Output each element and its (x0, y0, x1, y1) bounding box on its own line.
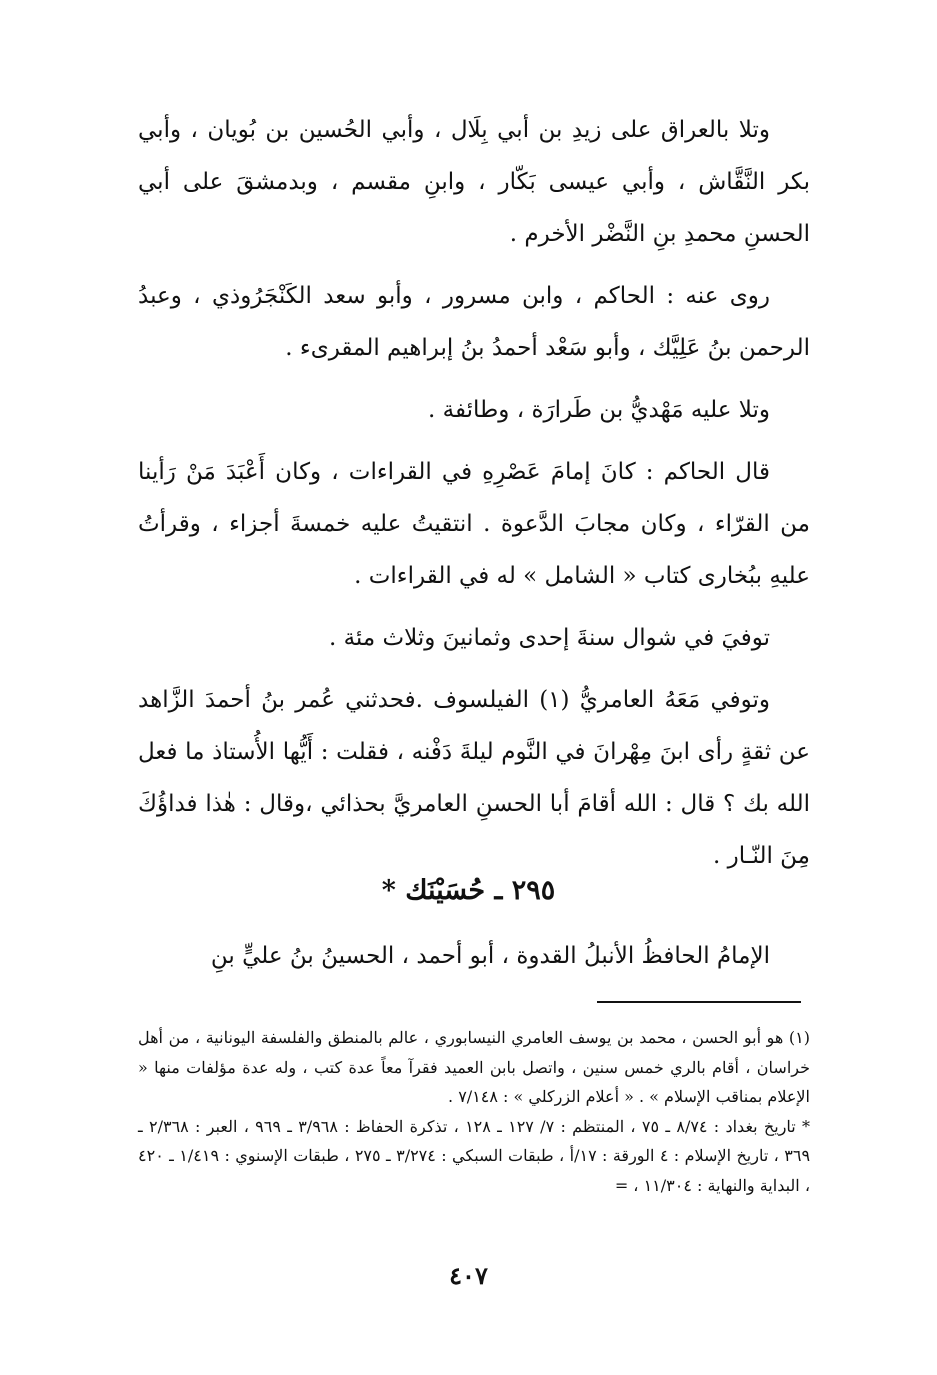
paragraph-death-date: توفيَ في شوال سنةَ إحدى وثمانينَ وثلاث مئة . (328, 625, 770, 651)
footnote-amiri: (١) هو أبو الحسن ، محمد بن يوسف العامري النيسابوري ، عالم بالمنطق والفلسفة اليونانية ، من أهل خراسان ، أقام بالري خمس سنين ، واتصل بابن العميد فقرآ معاً عدة كتب ، وله عدة مؤلفات منها « الإعلام بمناقب الإسلام » . « أعلام الزركلي » : ٧/١٤٨ . (138, 1028, 810, 1106)
paragraph-teachers: وتلا بالعراق على زيدِ بن أبي بِلَال ، وأبي الحُسين بن بُويان ، وأبي بكر النَّقَّاش ، وأبي عيسى بَكّار ، وابنِ مقسم ، وبدمشقَ على أبي الحسنِ محمدِ بنِ النَّضْر الأخرم . (138, 117, 810, 247)
footnote-separator (597, 1001, 801, 1003)
footnotes (138, 1023, 810, 1200)
footnote-sources: * تاريخ بغداد : ٨/٧٤ ـ ٧٥ ، المنتظم : ٧/ ١٢٧ ـ ١٢٨ ، تذكرة الحفاظ : ٣/٩٦٨ ـ ٩٦٩ ، العبر : ٢/٣٦٨ ـ ٣٦٩ ، تاريخ الإسلام : ٤ الورقة : ١٧/أ ، طبقات السبكي : ٣/٢٧٤ ـ ٢٧٥ ، طبقات الإسنوي : ١/٤١٩ ـ ٤٢٠ ، البداية والنهاية : ١١/٣٠٤ ، = (138, 1116, 811, 1195)
paragraph-students: وتلا عليه مَهْديُّ بن طَرارَة ، وطائفة . (428, 397, 770, 423)
section-text (138, 930, 810, 982)
section-heading: ٢٩٥ ـ حُسَيْنَك * (381, 875, 556, 906)
paragraph-amiri-dream: وتوفي مَعَهُ العامريُّ (١) الفيلسوف .فحدثني عُمر بنُ أحمدَ الزَّاهد عن ثقةٍ رأى ابنَ مِهْرانَ في النَّوم ليلةَ دَفْنه ، فقلت : أَيُّها الأُستاذ ما فعل الله بك ؟ قال : الله أقامَ أبا الحسنِ العامريَّ بحذائي ،وقال : هٰذا فداؤُكَ مِنَ النّـار . (138, 687, 810, 869)
paragraph-narrators: روى عنه : الحاكم ، وابن مسرور ، وأبو سعد الكَنْجَرُوذي ، وعبدُ الرحمن بنُ عَلِيَّك ، وأبو سَعْد أحمدُ بنُ إبراهيم المقرىء . (138, 283, 810, 361)
body-text (138, 104, 810, 882)
paragraph-hakim-quote: قال الحاكم : كانَ إمامَ عَصْرِهِ في القراءات ، وكان أَعْبَدَ مَنْ رَأينا من القرّاء ، وكان مجابَ الدَّعوة . انتقيتُ عليه خمسةَ أجزاء ، وقرأتُ عليهِ ببُخارى كتاب « الشامل » له في القراءات . (138, 459, 810, 589)
page-number: ٤٠٧ (449, 1261, 488, 1290)
section-paragraph: الإمامُ الحافظُ الأنبلُ القدوة ، أبو أحمد ، الحسينُ بنُ عليٍّ بنِ (210, 943, 770, 969)
